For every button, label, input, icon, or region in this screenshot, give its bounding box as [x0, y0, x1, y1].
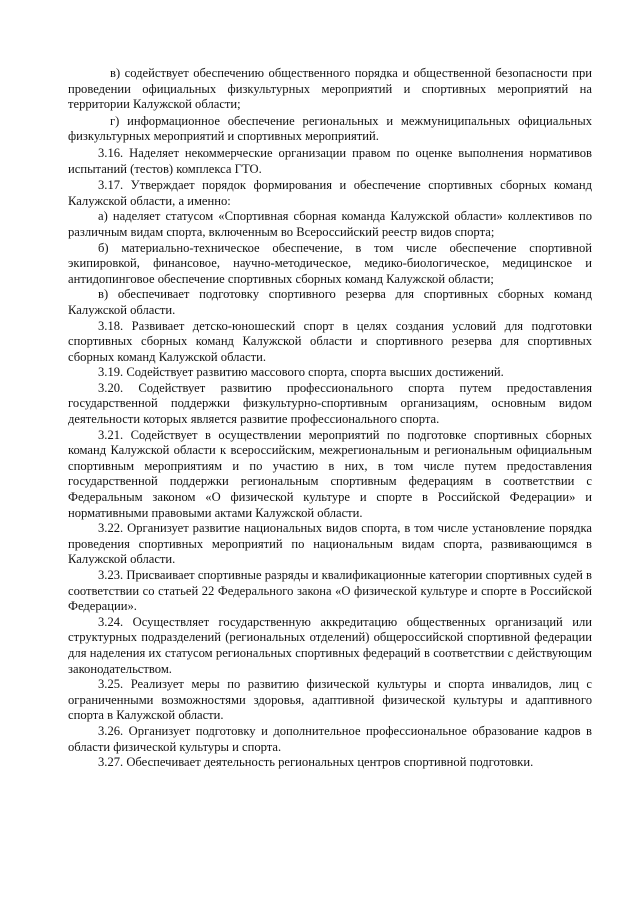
paragraph-3-19: 3.19. Содействует развитию массового спорта, спорта высших достижений.	[98, 365, 504, 380]
paragraph-3-20: 3.20. Содействует развитию профессионального спорта путем предоставления государственной поддержки физкультурно-спортивным организациям, основным видом деятельности которых является развитие профессионального спорта.	[68, 380, 592, 427]
paragraph-3-25: 3.25. Реализует меры по развитию физической культуры и спорта инвалидов, лиц с ограниченными возможностями здоровья, адаптивной физической культуры и адаптивного спорта в Калужской области.	[68, 677, 592, 723]
paragraph-3-17-a: а) наделяет статусом «Спортивная сборная команда Калужской области» коллективов по различным видам спорта, включенным во Всероссийский реестр видов спорта;	[68, 209, 592, 239]
paragraph-v-public-order: в) содействует обеспечению общественного порядка и общественной безопасности при проведении официальных физкультурных мероприятий и спортивных мероприятий на территории Калужской области;	[68, 66, 592, 112]
paragraph-3-21: 3.21. Содействует в осуществлении мероприятий по подготовке спортивных сборных команд Калужской области к всероссийским, межрегиональным и региональным официальным спортивным мероприятиям и по участию в них, в том числе путем предоставления государственной поддержки региональным спортивным федерациям в соответствии с Федеральным законом «О физической культуре и спорте в Российской Федерации» и нормативными правовыми актами Калужской области.	[68, 427, 592, 520]
paragraph-3-26: 3.26. Организует подготовку и дополнительное профессиональное образование кадров в области физической культуры и спорта.	[68, 723, 592, 754]
paragraph-3-27: 3.27. Обеспечивает деятельность региональных центров спортивной подготовки.	[98, 755, 534, 770]
paragraph-3-17-b: б) материально-техническое обеспечение, в том числе обеспечение спортивной экипировкой, финансовое, научно-методическое, медико-биологическое, медицинское и антидопинговое обеспечение спортивных сборных команд Калужской области;	[68, 240, 592, 286]
paragraph-3-23: 3.23. Присваивает спортивные разряды и квалификационные категории спортивных судей в соответствии со статьей 22 Федерального закона «О физической культуре и спорте в Российской Федерации».	[68, 568, 592, 614]
paragraph-3-18: 3.18. Развивает детско-юношеский спорт в целях создания условий для подготовки спортивных сборных команд Калужской области и спортивного резерва для спортивных сборных команд Калужской области.	[68, 318, 592, 364]
paragraph-3-17-v: в) обеспечивает подготовку спортивного резерва для спортивных сборных команд Калужской области.	[68, 287, 592, 317]
paragraph-3-17: 3.17. Утверждает порядок формирования и обеспечение спортивных сборных команд Калужской области, а именно:	[68, 178, 592, 208]
paragraph-3-22: 3.22. Организует развитие национальных видов спорта, в том числе установление порядка проведения спортивных мероприятий по национальным видам спорта, развивающимся в Калужской области.	[68, 521, 592, 567]
paragraph-3-24: 3.24. Осуществляет государственную аккредитацию общественных организаций или структурных подразделений (региональных отделений) общероссийской спортивной федерации для наделения их статусом региональных спортивных федераций в соответствии с действующим законодательством.	[68, 614, 592, 676]
paragraph-g-information: г) информационное обеспечение региональных и межмуниципальных официальных физкультурных мероприятий и спортивных мероприятий.	[68, 113, 592, 144]
paragraph-3-16: 3.16. Наделяет некоммерческие организации правом по оценке выполнения нормативов испытаний (тестов) комплекса ГТО.	[68, 145, 592, 176]
